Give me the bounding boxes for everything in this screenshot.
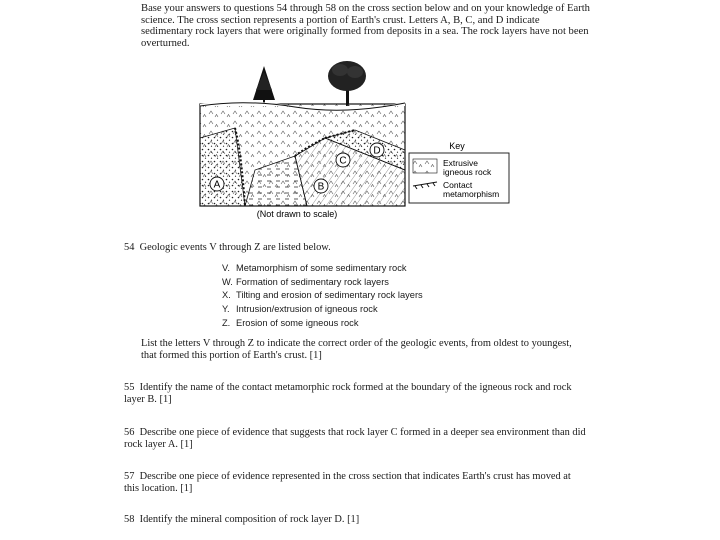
svg-text:Contact: Contact (443, 180, 473, 190)
question-text: Identify the name of the contact metamorphic rock formed at the boundary of the igneous rock and rock layer B. [1] (124, 382, 572, 405)
svg-text:D: D (373, 145, 381, 157)
question-number: 57 (124, 471, 135, 482)
geologic-events-list (222, 262, 423, 331)
layer-b-label (314, 179, 328, 193)
question-57 (124, 471, 586, 495)
svg-text:igneous rock: igneous rock (443, 167, 492, 177)
svg-text:Extrusive: Extrusive (443, 158, 478, 168)
cross-section-figure (195, 58, 535, 223)
svg-text:A: A (213, 179, 221, 191)
question-55 (124, 382, 586, 406)
question-58 (124, 514, 586, 526)
svg-text:metamorphism: metamorphism (443, 189, 500, 199)
oak-tree-icon (328, 61, 366, 106)
question-number: 58 (124, 514, 135, 525)
question-number: 55 (124, 382, 135, 393)
list-item: X. Tilting and erosion of sedimentary rock layers (222, 290, 423, 301)
question-text: Identify the mineral composition of rock layer D. [1] (139, 514, 360, 525)
extrusive-igneous-swatch (413, 159, 437, 173)
question-text: Describe one piece of evidence represented in the cross section that indicates Earth's crust has moved at this location. [1] (124, 471, 571, 494)
list-item: V. Metamorphism of some sedimentary rock (222, 263, 407, 273)
question-54 (124, 242, 604, 254)
question-54-instruction: List the letters V through Z to indicate the correct order of the geologic events, from oldest to youngest, that formed this portion of Earth's crust. [1] (141, 338, 572, 361)
question-number: 56 (124, 427, 135, 438)
list-item: W. Formation of sedimentary rock layers (222, 276, 389, 287)
question-text: Describe one piece of evidence that suggests that rock layer C formed in a deeper sea environment than did rock layer A. [1] (124, 427, 586, 450)
svg-text:C: C (339, 155, 347, 167)
question-56 (124, 427, 586, 451)
pine-tree-icon (253, 66, 275, 106)
key-title: Key (449, 141, 465, 151)
layer-a-label (210, 177, 224, 191)
figure-key (409, 141, 509, 203)
question-number: 54 (124, 242, 135, 253)
figure-caption: (Not drawn to scale) (256, 209, 338, 219)
list-item: Z. Erosion of some igneous rock (222, 317, 359, 328)
svg-text:B: B (317, 181, 325, 193)
layer-c-label (336, 153, 350, 167)
question-text: Geologic events V through Z are listed below. (139, 242, 331, 253)
intro-paragraph: Base your answers to questions 54 through 58 on the cross section below and on your knowledge of Earth science. The cross section represents a portion of Earth's crust. Letters A, B, C, and D indicate sedimentary rock layers that were originally formed from deposits in a sea. The rock layers have not been overturned. (141, 3, 590, 49)
layer-d-label (370, 143, 384, 157)
list-item: Y. Intrusion/extrusion of igneous rock (222, 304, 378, 315)
